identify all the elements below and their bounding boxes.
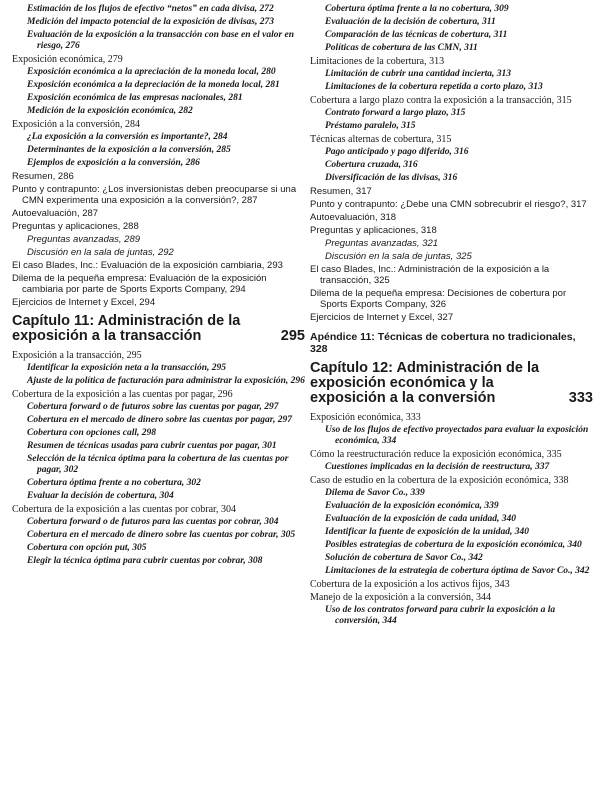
toc-subentry: Cobertura forward o de futuros sobre las cuentas por pagar, 297 [27, 402, 279, 412]
toc-subentry: Medición de la exposición económica, 282 [27, 106, 193, 116]
chapter-page-number: 333 [568, 390, 593, 406]
toc-entry: Caso de estudio en la cobertura de la exposición económica, 338 [310, 475, 569, 486]
toc-entry: El caso Blades, Inc.: Administración de la exposición a la transacción, 325 [310, 264, 550, 286]
toc-subentry: Selección de la técnica óptima para la cobertura de las cuentas por pagar, 302 [27, 454, 289, 475]
toc-subentry: Limitaciones de la estrategia de cobertura óptima de Savor Co., 342 [325, 566, 590, 576]
right-column [310, 4, 593, 629]
toc-subentry: Evaluación de la exposición económica, 339 [325, 501, 499, 511]
toc-entry: Resumen, 286 [12, 171, 74, 182]
toc-entry: Cobertura de la exposición a las cuentas por cobrar, 304 [12, 504, 236, 515]
toc-subentry: Determinantes de la exposición a la conversión, 285 [27, 145, 231, 155]
toc-entry: Autoevaluación, 287 [12, 208, 99, 219]
toc-subentry: Evaluación de la exposición de cada unidad, 340 [325, 514, 517, 524]
toc-subentry: Cobertura óptima frente a no cobertura, 302 [27, 478, 201, 488]
toc-subentry: Solución de cobertura de Savor Co., 342 [325, 553, 483, 563]
toc-entry: Preguntas y aplicaciones, 318 [310, 225, 437, 236]
toc-entry: Exposición a la transacción, 295 [12, 350, 142, 361]
toc-subentry: ¿La exposición a la conversión es importante?, 284 [27, 132, 228, 142]
chapter-title: Capítulo 11: Administración de la exposición a la transacción [12, 313, 241, 344]
toc-subentry: Comparación de las técnicas de cobertura, 311 [325, 30, 508, 40]
chapter-page-number: 295 [280, 328, 305, 344]
toc-entry: Ejercicios de Internet y Excel, 327 [310, 312, 454, 323]
toc-entry: Exposición económica, 279 [12, 54, 123, 65]
toc-subentry: Elegir la técnica óptima para cubrir cuentas por cobrar, 308 [27, 556, 263, 566]
toc-entry: Dilema de la pequeña empresa: Decisiones de cobertura por Sports Exports Company, 326 [310, 288, 567, 310]
toc-entry: Manejo de la exposición a la conversión, 344 [310, 592, 492, 603]
toc-subentry: Identificar la exposición neta a la transacción, 295 [27, 363, 226, 373]
toc-entry: Limitaciones de la cobertura, 313 [310, 56, 445, 67]
toc-subentry: Limitación de cubrir una cantidad incierta, 313 [325, 69, 512, 79]
toc-subentry: Pago anticipado y pago diferido, 316 [325, 147, 469, 157]
toc-subentry: Exposición económica a la apreciación de la moneda local, 280 [27, 67, 276, 77]
toc-subentry: Discusión en la sala de juntas, 292 [27, 247, 174, 258]
toc-subentry: Identificar la fuente de exposición de la unidad, 340 [325, 527, 529, 537]
toc-subentry: Estimación de los flujos de efectivo “netos” en cada divisa, 272 [27, 4, 274, 14]
toc-entry: Autoevaluación, 318 [310, 212, 397, 223]
toc-entry: Punto y contrapunto: ¿Los inversionistas deben preocuparse si una CMN experimenta una exposición a la conversión?, 287 [12, 184, 297, 206]
chapter-heading [310, 361, 593, 406]
toc-entry: Exposición a la conversión, 284 [12, 119, 141, 130]
toc-subentry: Contrato forward a largo plazo, 315 [325, 108, 466, 118]
toc-subentry: Cobertura óptima frente a la no cobertura, 309 [325, 4, 509, 14]
toc-subentry: Evaluación de la exposición a la transacción con base en el valor en riesgo, 276 [27, 30, 295, 51]
toc-subentry: Exposición económica a la depreciación de la moneda local, 281 [27, 80, 280, 90]
toc-subentry: Uso de los contratos forward para cubrir la exposición a la conversión, 344 [325, 605, 556, 626]
toc-subentry: Cobertura en el mercado de dinero sobre las cuentas por pagar, 297 [27, 415, 292, 425]
toc-subentry: Exposición económica de las empresas nacionales, 281 [27, 93, 243, 103]
toc-entry: Técnicas alternas de cobertura, 315 [310, 134, 452, 145]
toc-entry: Cobertura a largo plazo contra la exposición a la transacción, 315 [310, 95, 572, 106]
toc-subentry: Preguntas avanzadas, 321 [325, 238, 439, 249]
toc-subentry: Resumen de técnicas usadas para cubrir cuentas por pagar, 301 [27, 441, 277, 451]
toc-subentry: Dilema de Savor Co., 339 [325, 488, 425, 498]
toc-subentry: Cobertura en el mercado de dinero sobre las cuentas por cobrar, 305 [27, 530, 296, 540]
toc-entry: Cobertura de la exposición a los activos fijos, 343 [310, 579, 510, 590]
toc-entry: Cómo la reestructuración reduce la exposición económica, 335 [310, 449, 562, 460]
toc-subentry: Medición del impacto potencial de la exposición de divisas, 273 [27, 17, 274, 27]
toc-subentry: Ejemplos de exposición a la conversión, 286 [27, 158, 200, 168]
toc-entry: Preguntas y aplicaciones, 288 [12, 221, 139, 232]
toc-subentry: Cobertura con opciones call, 298 [27, 428, 157, 438]
toc-subentry: Cobertura cruzada, 316 [325, 160, 418, 170]
left-column [12, 4, 305, 569]
chapter-heading [12, 314, 305, 344]
toc-subentry: Cobertura forward o de futuros para las cuentas por cobrar, 304 [27, 517, 279, 527]
toc-subentry: Cobertura con opción put, 305 [27, 543, 147, 553]
toc-entry: Punto y contrapunto: ¿Debe una CMN sobrecubrir el riesgo?, 317 [310, 199, 587, 210]
toc-entry: El caso Blades, Inc.: Evaluación de la exposición cambiaria, 293 [12, 260, 283, 271]
appendix-heading: Apéndice 11: Técnicas de cobertura no tradicionales, 328 [310, 331, 576, 355]
toc-subentry: Préstamo paralelo, 315 [325, 121, 416, 131]
toc-subentry: Cuestiones implicadas en la decisión de reestructura, 337 [325, 462, 550, 472]
toc-entry: Resumen, 317 [310, 186, 372, 197]
toc-subentry: Discusión en la sala de juntas, 325 [325, 251, 472, 262]
toc-entry: Exposición económica, 333 [310, 412, 421, 423]
toc-entry: Cobertura de la exposición a las cuentas por pagar, 296 [12, 389, 233, 400]
toc-subentry: Políticas de cobertura de las CMN, 311 [325, 43, 478, 53]
chapter-title: Capítulo 12: Administración de la exposición económica y la exposición a la conversión [310, 360, 540, 406]
toc-subentry: Evaluar la decisión de cobertura, 304 [27, 491, 174, 501]
toc-subentry: Diversificación de las divisas, 316 [325, 173, 458, 183]
toc-entry: Ejercicios de Internet y Excel, 294 [12, 297, 156, 308]
toc-subentry: Preguntas avanzadas, 289 [27, 234, 141, 245]
toc-subentry: Ajuste de la política de facturación para administrar la exposición, 296 [27, 376, 305, 386]
toc-subentry: Evaluación de la decisión de cobertura, 311 [325, 17, 496, 27]
toc-entry: Dilema de la pequeña empresa: Evaluación de la exposición cambiaria por parte de Sports Exports Company, 294 [12, 273, 267, 295]
toc-subentry: Limitaciones de la cobertura repetida a corto plazo, 313 [325, 82, 543, 92]
toc-subentry: Uso de los flujos de efectivo proyectados para evaluar la exposición económica, 334 [325, 425, 589, 446]
toc-subentry: Posibles estrategias de cobertura de la exposición económica, 340 [325, 540, 582, 550]
